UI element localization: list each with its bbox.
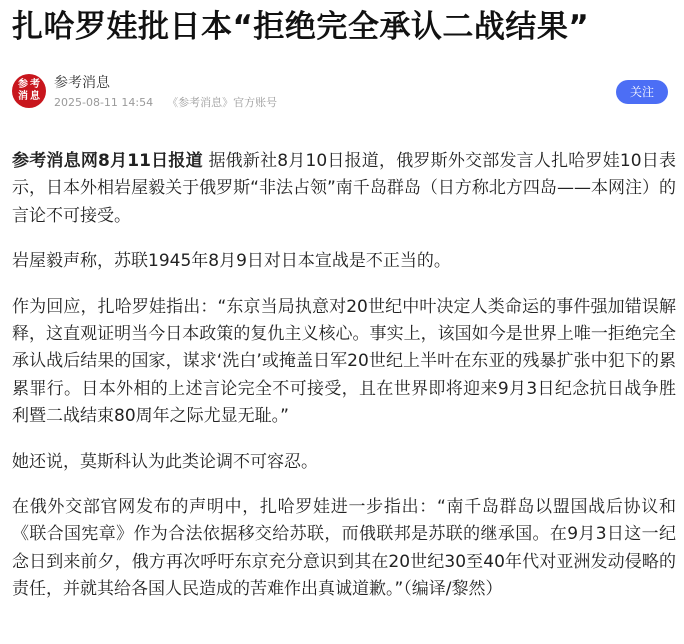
logo-glyph: 消 xyxy=(18,91,28,102)
paragraph: 岩屋毅声称，苏联1945年8月9日对日本宣战是不正当的。 xyxy=(12,251,451,272)
paragraph: 在俄外交部官网发布的声明中，扎哈罗娃进一步指出：“南千岛群岛以盟国战后协议和《联合国宪章》作为合法依据移交给苏联，而俄联邦是苏联的继承国。在9月3日这一纪念日到来前夕，俄方再次呼吁东京充分意识到其在20世纪30至40年代对亚洲发动侵略的责任，并就其给各国人民造成的苦难作出真诚道歉。”（编译/黎然） xyxy=(12,497,676,600)
paragraph-text: 据俄新社8月10日报道，俄罗斯外交部发言人扎哈罗娃10日表示，日本外相岩屋毅关于俄罗斯“非法占领”南千岛群岛（日方称北方四岛——本网注）的言论不可接受。 xyxy=(12,151,676,226)
source-meta xyxy=(54,96,277,110)
paragraph: 作为回应，扎哈罗娃指出：“东京当局执意对20世纪中叶决定人类命运的事件强加错误解释，这直观证明当今日本政策的复仇主义核心。事实上，该国如今是世界上唯一拒绝完全承认战后结果的国家，谋求‘洗白’或掩盖日军20世纪上半叶在东亚的残暴扩张中犯下的累累罪行。日本外相的上述言论完全不可接受，且在世界即将迎来9月3日纪念抗日战争胜利暨二战结束80周年之际尤显无耻。” xyxy=(12,296,676,427)
logo-glyph: 息 xyxy=(30,91,40,102)
lead-dateline: 参考消息网8月11日报道 xyxy=(12,151,203,171)
publish-datetime: 2025-08-11 14:54 xyxy=(54,96,154,109)
avatar[interactable] xyxy=(12,74,46,108)
account-label: 《参考消息》官方账号 xyxy=(167,96,278,109)
logo-icon xyxy=(17,78,41,104)
logo-glyph: 参 xyxy=(18,79,28,90)
logo-glyph: 考 xyxy=(30,79,40,90)
paragraph: 她还说，莫斯科认为此类论调不可容忍。 xyxy=(12,451,318,472)
article-body xyxy=(12,148,676,622)
source-bar xyxy=(12,72,676,114)
paragraph xyxy=(12,148,676,230)
source-name[interactable]: 参考消息 xyxy=(54,75,110,91)
follow-button[interactable]: 关注 xyxy=(616,80,668,104)
article-title: 扎哈罗娃批日本“拒绝完全承认二战结果” xyxy=(12,9,590,45)
